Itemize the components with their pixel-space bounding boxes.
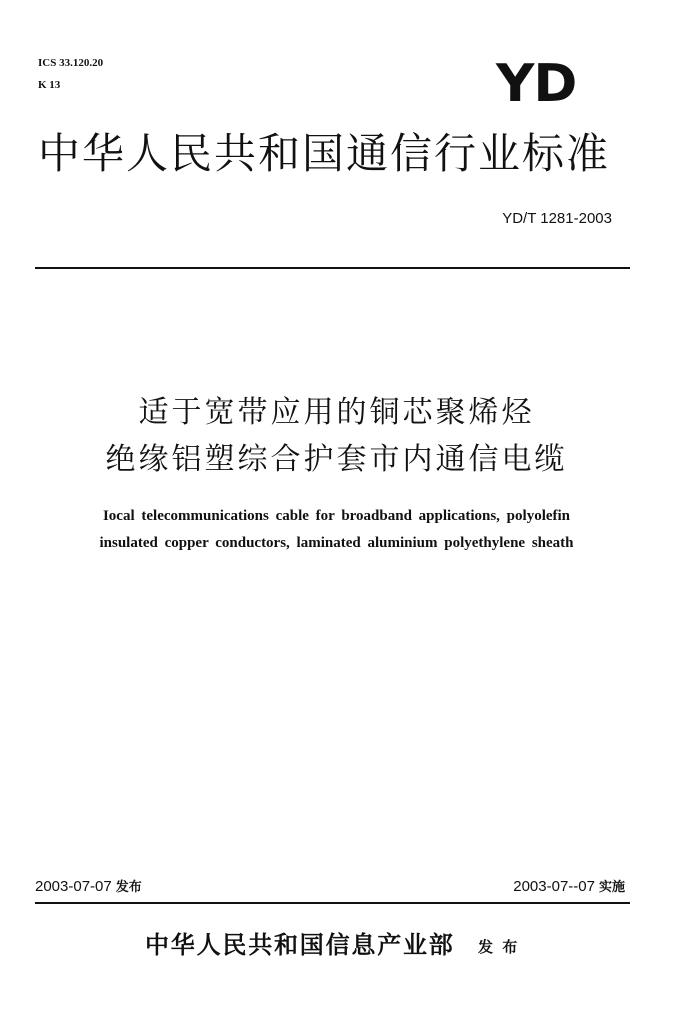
- standard-category-title: 中华人民共和国通信行业标准: [38, 129, 611, 178]
- issue-label: 发布: [115, 880, 142, 895]
- english-title-line-2: insulated copper conductors, laminated aluminium polyethylene sheath: [99, 535, 574, 551]
- yd-logo: YD: [496, 54, 577, 114]
- chinese-title-line-1: 适于宽带应用的铜芯聚烯烃: [138, 395, 535, 430]
- english-title-line-1: Iocal telecommunications cable for broadband applications, polyolefin: [102, 508, 571, 524]
- top-divider: [35, 267, 630, 269]
- effective-date-block: [513, 878, 625, 897]
- publisher-name: 中华人民共和国信息产业部: [145, 930, 455, 959]
- ics-code: ICS 33.120.20: [38, 57, 104, 69]
- standard-number: YD/T 1281-2003: [502, 210, 612, 227]
- effective-date: 2003-07--07: [513, 878, 595, 895]
- bottom-divider: [35, 902, 630, 904]
- classification-code: K 13: [38, 79, 61, 91]
- issue-date: 2003-07-07: [35, 878, 112, 895]
- effective-label: 实施: [598, 880, 625, 895]
- publish-action: 发 布: [478, 938, 520, 956]
- chinese-title-line-2: 绝缘铝塑综合护套市内通信电缆: [105, 442, 568, 477]
- issue-date-block: [35, 878, 142, 897]
